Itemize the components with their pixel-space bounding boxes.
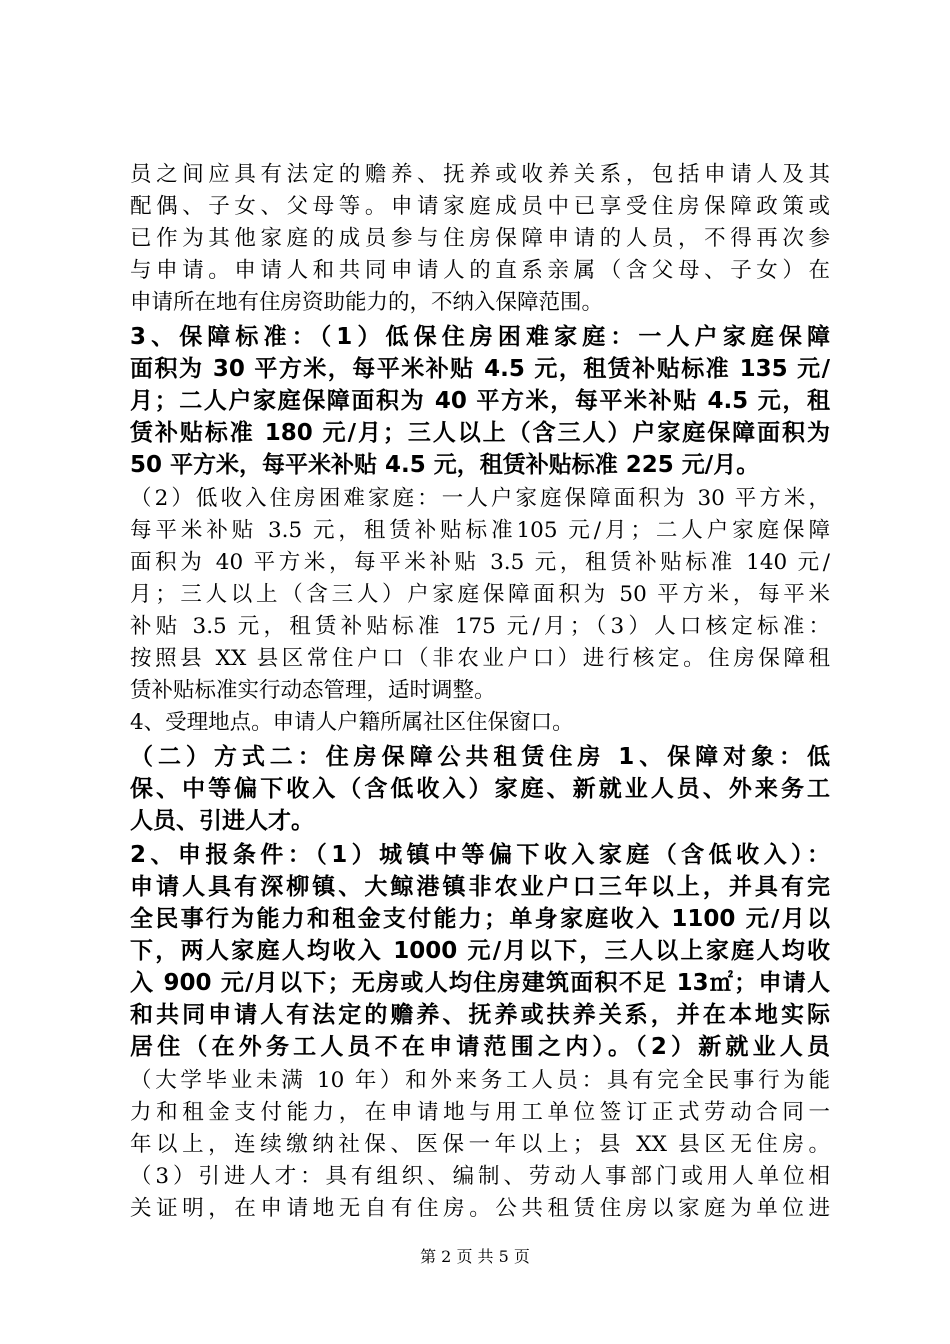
text-line: 50 平方米，每平米补贴 4.5 元，租赁补贴标准 225 元/月。 bbox=[130, 452, 760, 478]
text-line: 4、受理地点。申请人户籍所属社区住保窗口。 bbox=[130, 710, 574, 735]
text-line: 面积为 30 平方米，每平米补贴 4.5 元，租赁补贴标准 135 元/ bbox=[130, 356, 830, 382]
text-line: （3）引进人才：具有组织、编制、劳动人事部门或用人单位相 bbox=[130, 1164, 830, 1189]
text-line: 配偶、子女、父母等。申请家庭成员中已享受住房保障政策或 bbox=[130, 194, 830, 219]
text-line: 全民事行为能力和租金支付能力；单身家庭收入 1100 元/月以 bbox=[130, 906, 830, 932]
text-line: （2）低收入住房困难家庭：一人户家庭保障面积为 30 平方米， bbox=[130, 486, 830, 511]
text-line: 已作为其他家庭的成员参与住房保障申请的人员，不得再次参 bbox=[130, 226, 830, 251]
text-line: 申请人具有深柳镇、大鲸港镇非农业户口三年以上，并具有完 bbox=[130, 874, 830, 900]
text-line: 赁补贴标准实行动态管理，适时调整。 bbox=[130, 678, 496, 703]
text-line: 保、中等偏下收入（含低收入）家庭、新就业人员、外来务工 bbox=[130, 776, 830, 802]
text-line: 2、申报条件：（1）城镇中等偏下收入家庭（含低收入）： bbox=[130, 842, 830, 868]
text-line: 人员、引进人才。 bbox=[130, 808, 314, 834]
text-line: 与申请。申请人和共同申请人的直系亲属（含父母、子女）在 bbox=[130, 258, 830, 283]
text-line: 和共同申请人有法定的赡养、抚养或扶养关系，并在本地实际 bbox=[130, 1002, 830, 1028]
text-line: 员之间应具有法定的赡养、抚养或收养关系，包括申请人及其 bbox=[130, 162, 830, 187]
text-line: 年以上，连续缴纳社保、医保一年以上；县 XX 县区无住房。 bbox=[130, 1132, 830, 1157]
text-line: 下，两人家庭人均收入 1000 元/月以下，三人以上家庭人均收 bbox=[130, 938, 830, 964]
text-line: （大学毕业未满 10 年）和外来务工人员：具有完全民事行为能 bbox=[130, 1068, 830, 1093]
text-line: 居住（在外务工人员不在申请范围之内）。（2）新就业人员 bbox=[130, 1034, 830, 1060]
text-line: 赁补贴标准 180 元/月；三人以上（含三人）户家庭保障面积为 bbox=[130, 420, 830, 446]
text-line: 申请所在地有住房资助能力的，不纳入保障范围。 bbox=[130, 290, 604, 315]
text-line: 月；三人以上（含三人）户家庭保障面积为 50 平方米，每平米 bbox=[130, 582, 830, 607]
text-line: （二）方式二：住房保障公共租赁住房 1、保障对象：低 bbox=[130, 744, 830, 770]
page-footer: 第 2 页 共 5 页 bbox=[420, 1247, 530, 1266]
text-line: 每平米补贴 3.5 元，租赁补贴标准105 元/月；二人户家庭保障 bbox=[130, 518, 830, 543]
text-line: 入 900 元/月以下；无房或人均住房建筑面积不足 13㎡；申请人 bbox=[130, 970, 830, 996]
text-line: 补贴 3.5 元，租赁补贴标准 175 元/月；（3）人口核定标准： bbox=[130, 614, 830, 639]
text-line: 3、保障标准：（1）低保住房困难家庭：一人户家庭保障 bbox=[130, 324, 830, 350]
text-line: 力和租金支付能力，在申请地与用工单位签订正式劳动合同一 bbox=[130, 1100, 830, 1125]
text-line: 按照县 XX 县区常住户口（非农业户口）进行核定。住房保障租 bbox=[130, 646, 830, 671]
text-line: 月；二人户家庭保障面积为 40 平方米，每平米补贴 4.5 元，租 bbox=[130, 388, 830, 414]
text-line: 关证明，在申请地无自有住房。公共租赁住房以家庭为单位进 bbox=[130, 1196, 830, 1221]
text-line: 面积为 40 平方米，每平米补贴 3.5 元，租赁补贴标准 140 元/ bbox=[130, 550, 830, 575]
